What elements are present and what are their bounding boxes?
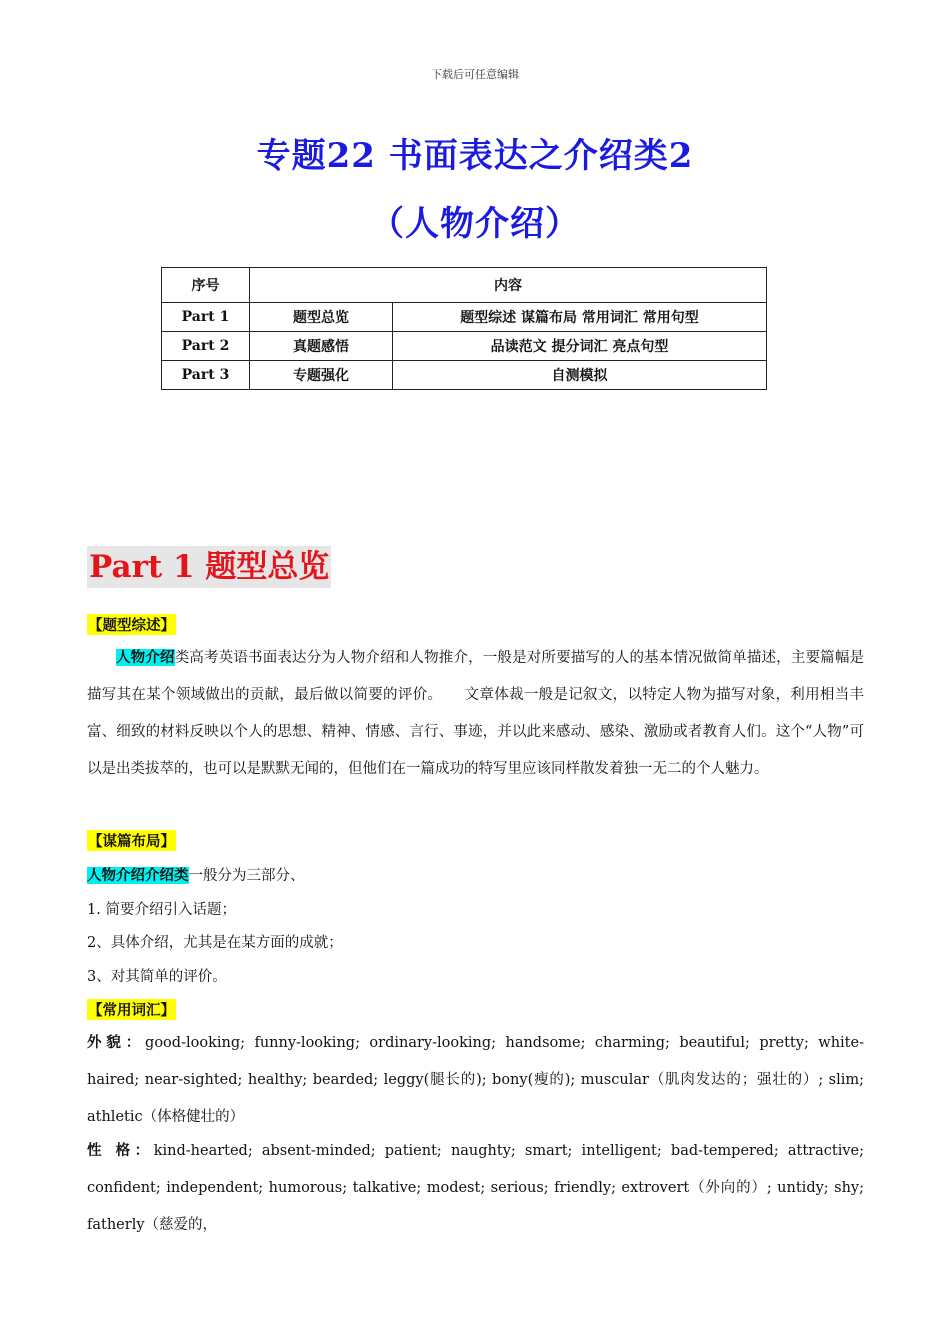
overview-paragraph [87, 639, 864, 788]
overview-tag: 【题型综述】 [87, 614, 176, 635]
overview-highlight: 人物介绍 [116, 649, 175, 666]
toc-header-row [162, 268, 767, 303]
toc-content-cell: 自测模拟 [393, 361, 767, 390]
toc-header-cell: 序号 [162, 268, 250, 303]
layout-highlight: 人物介绍介绍类 [87, 867, 189, 884]
toc-row [162, 332, 767, 361]
layout-item: 1. 简要介绍引入话题； [87, 902, 236, 918]
toc-header-cell: 内容 [250, 268, 767, 303]
toc-part-cell: Part 1 [162, 303, 250, 332]
vocab-tag-line [87, 999, 864, 1020]
page-subtitle: （人物介绍） [370, 204, 580, 244]
layout-tag: 【谋篇布局】 [87, 830, 176, 851]
header-note: 下载后可任意编辑 [431, 68, 519, 81]
toc-row [162, 303, 767, 332]
layout-item: 2、具体介绍，尤其是在某方面的成就； [87, 935, 343, 951]
page-title: 专题22 书面表达之介绍类2 [256, 136, 694, 176]
overview-tag-line [87, 614, 864, 635]
personality-label: 性 格： [87, 1142, 154, 1159]
toc-part-cell: Part 3 [162, 361, 250, 390]
toc-name-cell: 真题感悟 [250, 332, 393, 361]
toc-table [161, 267, 767, 390]
toc-row [162, 361, 767, 390]
part1-heading: Part 1 题型总览 [87, 546, 331, 588]
layout-item: 3、对其简单的评价。 [87, 969, 227, 985]
personality-text: kind-hearted; absent-minded; patient; naughty; smart; intelligent; bad-tempered; attractive; confident; independent; humorous; talkative; modest; serious; friendly; extrovert（外向的）; untidy; shy; fatherly（慈爱的， [87, 1143, 864, 1233]
layout-intro: 一般分为三部分、 [188, 868, 305, 884]
layout-tag-line [87, 830, 864, 851]
appearance-paragraph [87, 1024, 864, 1136]
toc-part-cell: Part 2 [162, 332, 250, 361]
personality-paragraph [87, 1132, 864, 1244]
toc-name-cell: 专题强化 [250, 361, 393, 390]
vocab-tag: 【常用词汇】 [87, 999, 176, 1020]
appearance-label: 外貌： [87, 1034, 146, 1051]
toc-content-cell: 品读范文 提分词汇 亮点句型 [393, 332, 767, 361]
overview-text: 类高考英语书面表达分为人物介绍和人物推介，一般是对所要描写的人的基本情况做简单描述，主要篇幅是描写其在某个领域做出的贡献，最后做以简要的评价。 文章体裁一般是记叙文，以特定人物为描写对象，利用相当丰富、细致的材料反映以个人的思想、精神、情感、言行、事迹，并以此来感动、感染、激励或者教育人们。这个“人物”可以是出类拔萃的，也可以是默默无闻的，但他们在一篇成功的特写里应该同样散发着独一无二的个人魅力。 [87, 650, 865, 777]
appearance-text: good-looking; funny-looking; ordinary-looking; handsome; charming; beautiful; pretty; white-haired; near-sighted; healthy; bearded; leggy(腿长的); bony(瘦的); muscular（肌肉发达的；强壮的）; slim; athletic（体格健壮的） [87, 1035, 864, 1125]
toc-name-cell: 题型总览 [250, 303, 393, 332]
toc-content-cell: 题型综述 谋篇布局 常用词汇 常用句型 [393, 303, 767, 332]
layout-intro-line [87, 864, 864, 885]
